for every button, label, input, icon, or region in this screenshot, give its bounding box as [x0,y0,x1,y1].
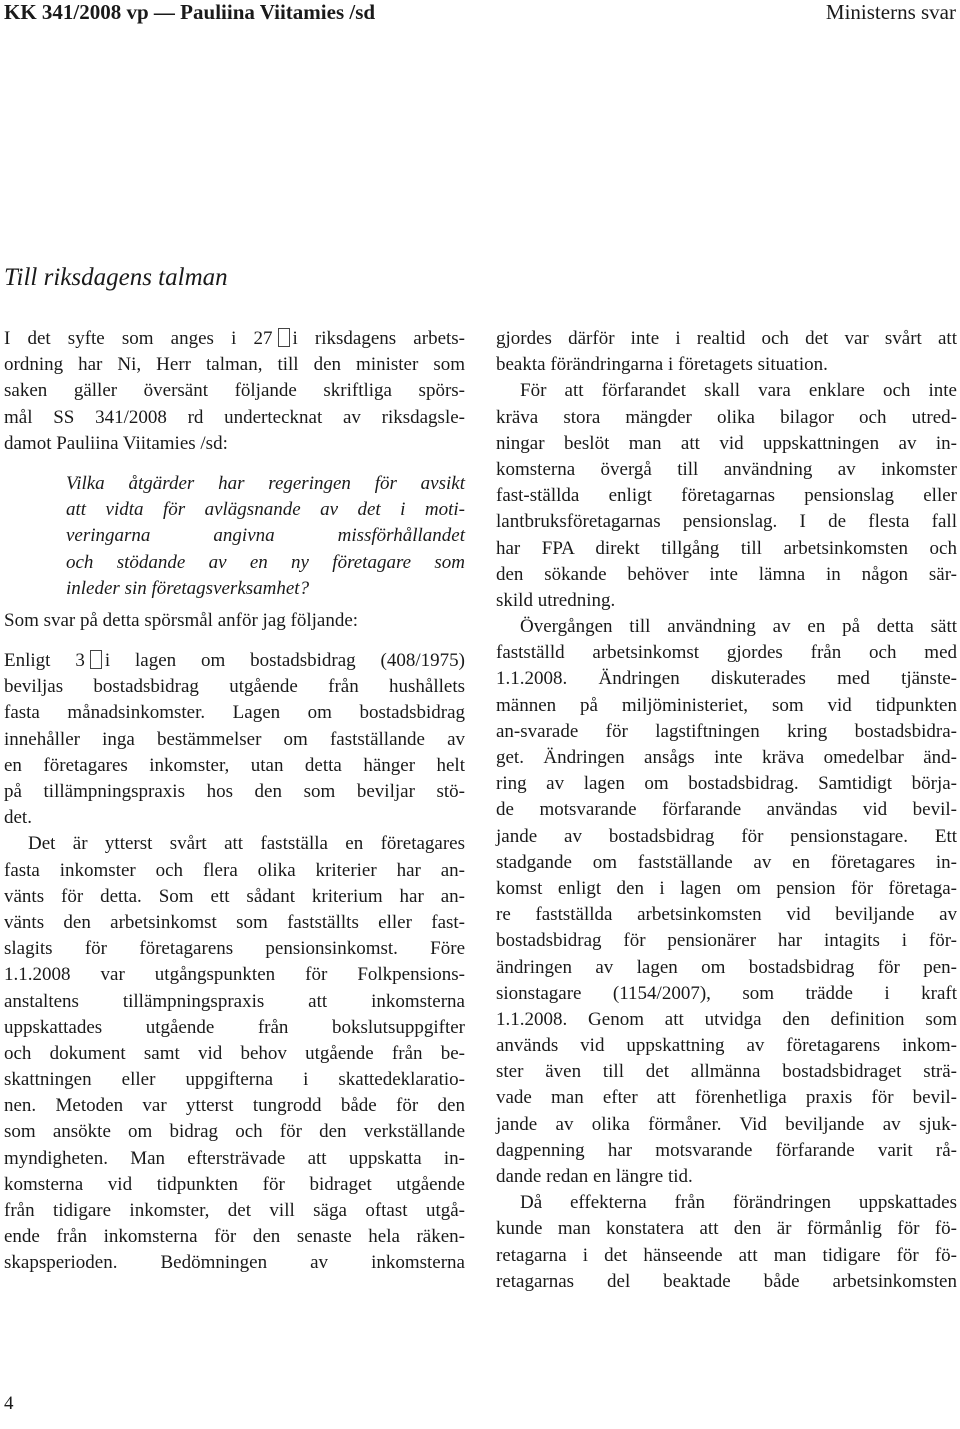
intro-line: mål SS 341/2008 rd undertecknat av riksdagsle- [4,406,465,428]
running-header-title: KK 341/2008 vp — Pauliina Viitamies /sd [4,0,376,24]
paragraph-line: används vid uppskattning av företagarens inkom- [496,1035,957,1057]
paragraph-effects [496,1190,957,1295]
paragraph-line: ändringen av lagen om bostadsbidrag för pen- [496,956,957,978]
paragraph-line: jande av olika förmåner. Vid beviljande av sjuk- [496,1113,957,1135]
paragraph-line: Då effekterna från förändringen uppskattades [520,1192,957,1214]
running-header-section: Ministerns svar [825,0,956,24]
intro-line: i riksdagens arbets- [292,328,466,349]
paragraph-line: bostadsbidrag för pensionärer har intagits i för- [496,930,957,952]
paragraph-line: stadgande om fastställande av en företagares in- [496,851,957,873]
intro-line: ordning har Ni, Herr talman, till den minister som [4,354,465,376]
paragraph-line: vade man efter att förenhetliga praxis för bevil- [496,1087,957,1109]
paragraph-line: komst enligt den i lagen om pension för företaga- [496,877,957,899]
quoted-question [4,471,465,602]
paragraph-line: retagarnas del beaktade både arbetsinkomsten [496,1270,957,1292]
paragraph-line: i lagen om bostadsbidrag (408/1975) [104,650,465,672]
paragraph-line: fasta inkomster och flera olika kriterier har an- [4,859,465,881]
paragraph-line: 1.1.2008. Ändringen diskuterades med tjänste- [496,668,957,690]
paragraph-line: skapsperioden. Bedömningen av inkomsterna [4,1252,465,1274]
paragraph-line: de motsvarande förfarande användas vid bevil- [496,799,957,821]
paragraph-line: vänts den arbetsinkomst som fastställts eller fast- [4,911,465,933]
quote-line: och stödande av en ny företagare som [66,551,465,573]
paragraph-line: Övergången till användning av en på detta sätt [520,616,957,638]
paragraph-line: anstaltens tillämpningspraxis att inkomsterna [4,990,465,1012]
paragraph-line: an-svarade för lagstiftningen kring bostadsbidra- [496,720,957,742]
paragraph-line: re fastställda arbetsinkomsten vid beviljande av [496,904,957,926]
paragraph-line: dande redan en längre tid. [496,1166,693,1187]
paragraph-line: nen. Metoden var ytterst tungrodd både för den [4,1095,465,1117]
paragraph-line: lantbruksföretagarnas pensionslag. I de flesta fall [496,511,957,533]
paragraph-housing-allowance-law [4,648,465,831]
page-number: 4 [4,1393,14,1414]
paragraph-line: För att förfarandet skall vara enklare och inte [520,380,957,402]
answer-intro: Som svar på detta spörsmål anför jag följande: [4,609,359,631]
paragraph-line: uppskattades utgående från bokslutsuppgifter [4,1016,465,1038]
paragraph-line: Det är ytterst svårt att fastställa en företagares [28,833,465,855]
paragraph-line: den sökande behöver inte lämna in någon sär- [496,563,957,585]
paragraph-income-assessment [4,831,465,1276]
quote-line: veringarna angivna missförhållandet [66,525,465,547]
intro-paragraph [4,326,465,457]
paragraph-line: det. [4,807,32,829]
paragraph-line: ende från inkomsterna för den senaste hela räken- [4,1226,465,1248]
paragraph-line: kunde man konstatera att den är förmånlig för fö- [496,1218,957,1240]
paragraph-line: get. Ändringen ansågs inte kräva omedelbar änd- [496,747,957,768]
paragraph-line: fastställd arbetsinkomst gjordes från och med [496,642,957,664]
paragraph-line: beakta förändringarna i företagets situation. [496,354,828,376]
paragraph-line: fast-ställda enligt företagarnas pensionslag eller [496,485,957,507]
paragraph-line: slagits för företagarens pensionsinkomst. Före [4,938,465,960]
paragraph-line: komsterna övergå till användning av inkomster [496,458,957,480]
paragraph-simplification [496,378,957,614]
paragraph-line: fasta månadsinkomster. Lagen om bostadsbidrag [4,702,465,724]
paragraph-line: gjordes därför inte i realtid och det var svårt att [496,328,957,349]
paragraph-line: kräva stora mängder olika bilagor och utred- [496,406,957,428]
paragraph-line: vänts för detta. Som ett sådant kriterium har an- [4,885,465,907]
quote-line: inleder sin företagsverksamhet? [66,577,310,599]
left-column [4,326,465,1277]
paragraph-realtime [496,326,957,378]
paragraph-line: har FPA direkt tillgång till arbetsinkomsten och [496,537,957,559]
paragraph-line: jande av bostadsbidrag för pensionstagare. Ett [496,825,957,847]
paragraph-line: en företagares inkomster, utan detta hänger helt [4,754,465,776]
right-column [496,326,957,1295]
intro-line: damot Pauliina Viitamies /sd: [4,432,228,454]
paragraph-line: som ansökte om bidrag och för den verkställande [4,1121,465,1143]
paragraph-line: skild utredning. [496,589,616,611]
paragraph-line: retagarna i det hänseende att man tidigare för fö- [496,1244,957,1266]
paragraph-line: beviljas bostadsbidrag utgående från hushållets [4,676,465,698]
paragraph-line: innehåller inga bestämmelser om fastställande av [4,728,465,750]
quote-line: Vilka åtgärder har regeringen för avsikt [66,472,465,494]
paragraph-line: komsterna vid tidpunkten för bidraget utgående [4,1173,465,1195]
paragraph-line: myndigheten. Man eftersträvade att uppskatta in- [4,1147,465,1169]
intro-line: saken gäller översänt följande skriftliga spörs- [4,380,465,402]
section-sign-glyph [278,328,290,347]
paragraph-line: 1.1.2008. Genom att utvidga den definition som [496,1008,957,1030]
paragraph-line: sionstagare (1154/2007), som trädde i kraft [496,982,957,1004]
paragraph-line: ring av lagen om bostadsbidrag. Samtidigt börja- [496,773,957,795]
paragraph-line: männen på miljöministeriet, som vid tidpunkten [496,694,957,716]
paragraph-line: och dokument samt vid behov utgående från be- [4,1042,465,1064]
paragraph-line: skattningen eller uppgifterna i skattedeklaratio- [4,1069,465,1091]
intro-line: I det syfte som anges i 27 [4,328,273,349]
paragraph-line: dagpenning har motsvarande förfarande varit rå- [496,1139,957,1161]
paragraph-line: ster även till det allmänna bostadsbidraget strä- [496,1061,957,1083]
paragraph-transition [496,614,957,1190]
paragraph-line: 1.1.2008 var utgångspunkten för Folkpensions- [4,964,465,986]
paragraph-line: på tillämpningspraxis hos den som beviljar stö- [4,781,465,802]
quote-line: att vidta för avlägsnande av det i moti- [66,499,465,521]
paragraph-line: från tidigare inkomster, det vill säga oftast utgå- [4,1200,465,1221]
paragraph-line: ningar beslöt man att vid uppskattningen av in- [496,432,957,454]
paragraph-line: Enligt 3 [4,650,85,672]
page-title: Till riksdagens talman [4,264,228,291]
section-sign-glyph [90,650,102,669]
